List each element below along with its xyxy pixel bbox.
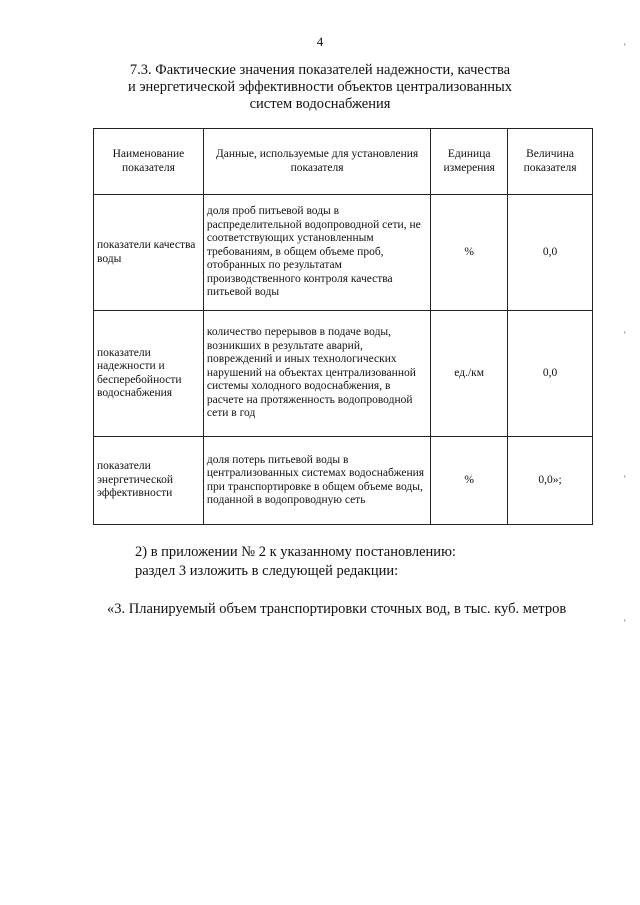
table-row bbox=[94, 437, 593, 525]
page-number: 4 bbox=[316, 34, 324, 49]
indicator-value: 0,0»; bbox=[508, 437, 593, 525]
table-header-row bbox=[94, 129, 593, 195]
body-paragraph: «3. Планируемый объем транспортировки сточных вод, в тыс. куб. метров bbox=[107, 601, 567, 617]
indicator-description: доля потерь питьевой воды в централизованных системах водоснабжения при транспортировке в общем объеме воды, поданной в водопроводную сеть bbox=[203, 437, 430, 525]
body-paragraph: 2) в приложении № 2 к указанному постановлению: bbox=[135, 544, 456, 560]
margin-mark: ' bbox=[624, 42, 626, 52]
section-title bbox=[90, 62, 550, 113]
column-header-name: Наименование показателя bbox=[94, 129, 204, 195]
indicator-name: показатели надежности и бесперебойности водоснабжения bbox=[94, 311, 204, 437]
column-header-data: Данные, используемые для установления показателя bbox=[203, 129, 430, 195]
section-title-line: и энергетической эффективности объектов централизованных bbox=[127, 79, 513, 95]
indicator-name: показатели энергетической эффективности bbox=[94, 437, 204, 525]
indicators-table bbox=[93, 128, 593, 525]
indicator-name: показатели качества воды bbox=[94, 195, 204, 311]
margin-mark: ' bbox=[624, 474, 626, 484]
indicator-unit: % bbox=[431, 195, 508, 311]
column-header-unit: Единица измерения bbox=[431, 129, 508, 195]
margin-mark: ' bbox=[624, 330, 626, 340]
section-title-line: 7.3. Фактические значения показателей надежности, качества bbox=[129, 62, 511, 78]
table-row bbox=[94, 311, 593, 437]
indicator-description: доля проб питьевой воды в распределительной водопроводной сети, не соответствующих установленным требованиям, в общем объеме проб, отобранных по результатам производственного контроля качества питьевой воды bbox=[203, 195, 430, 311]
column-header-value: Величина показателя bbox=[508, 129, 593, 195]
body-paragraph: раздел 3 изложить в следующей редакции: bbox=[135, 563, 399, 579]
indicator-value: 0,0 bbox=[508, 195, 593, 311]
indicator-description: количество перерывов в подаче воды, возникших в результате аварий, повреждений и иных технологических нарушений на объектах централизованной системы холодного водоснабжения, в расчете на протяженность водопроводной сети в год bbox=[203, 311, 430, 437]
section-title-line: систем водоснабжения bbox=[249, 96, 391, 112]
indicator-unit: % bbox=[431, 437, 508, 525]
indicator-value: 0,0 bbox=[508, 311, 593, 437]
table-row bbox=[94, 195, 593, 311]
indicator-unit: ед./км bbox=[431, 311, 508, 437]
margin-mark: ' bbox=[624, 618, 626, 628]
